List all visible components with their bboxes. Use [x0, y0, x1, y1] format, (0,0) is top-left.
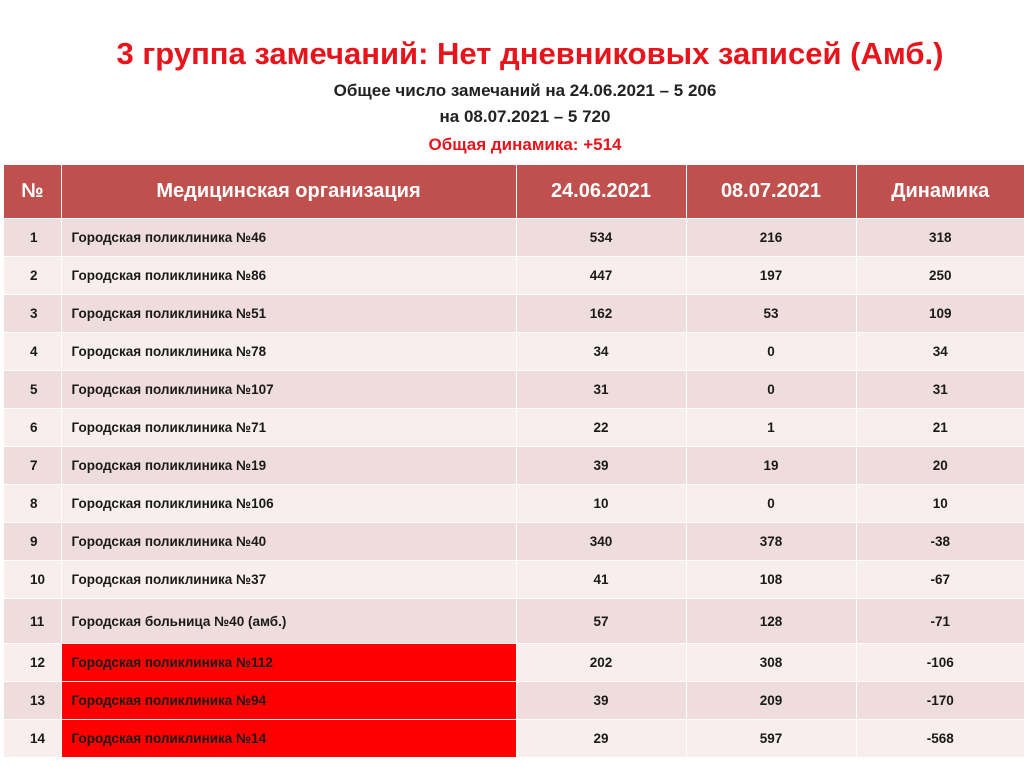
table-row: [4, 447, 1024, 485]
row-value-24-06: 57: [516, 599, 686, 644]
row-organization: Городская поликлиника №40: [61, 523, 516, 561]
table-row: [4, 371, 1024, 409]
row-organization: Городская поликлиника №19: [61, 447, 516, 485]
row-number: 13: [4, 682, 61, 720]
row-value-08-07: 53: [686, 295, 856, 333]
row-value-24-06: 29: [516, 720, 686, 758]
row-value-24-06: 22: [516, 409, 686, 447]
row-number: 5: [4, 371, 61, 409]
row-number: 3: [4, 295, 61, 333]
row-value-08-07: 378: [686, 523, 856, 561]
table-row-highlighted: [4, 720, 1024, 758]
row-value-08-07: 128: [686, 599, 856, 644]
header-organization: Медицинская организация: [61, 165, 516, 219]
row-value-08-07: 0: [686, 333, 856, 371]
row-value-24-06: 447: [516, 257, 686, 295]
header-date-08-07: 08.07.2021: [686, 165, 856, 219]
row-dynamics: -38: [856, 523, 1024, 561]
row-value-08-07: 1: [686, 409, 856, 447]
table-row: [4, 219, 1024, 257]
row-organization: Городская поликлиника №71: [61, 409, 516, 447]
table-row: [4, 485, 1024, 523]
row-value-24-06: 41: [516, 561, 686, 599]
row-value-08-07: 216: [686, 219, 856, 257]
row-value-24-06: 162: [516, 295, 686, 333]
row-dynamics: -170: [856, 682, 1024, 720]
row-number: 6: [4, 409, 61, 447]
row-value-24-06: 39: [516, 682, 686, 720]
table-row: [4, 599, 1024, 644]
row-organization: Городская поликлиника №78: [61, 333, 516, 371]
row-value-24-06: 534: [516, 219, 686, 257]
table-row: [4, 561, 1024, 599]
table-row: [4, 257, 1024, 295]
row-organization: Городская поликлиника №86: [61, 257, 516, 295]
row-dynamics: 318: [856, 219, 1024, 257]
slide-title: 3 группа замечаний: Нет дневниковых записей (Амб.): [116, 36, 944, 71]
row-value-08-07: 597: [686, 720, 856, 758]
row-number: 4: [4, 333, 61, 371]
row-value-24-06: 34: [516, 333, 686, 371]
row-dynamics: 109: [856, 295, 1024, 333]
row-dynamics: 20: [856, 447, 1024, 485]
row-value-08-07: 197: [686, 257, 856, 295]
subtitle-total-08-07: на 08.07.2021 – 5 720: [439, 107, 611, 126]
row-value-08-07: 308: [686, 644, 856, 682]
header-date-24-06: 24.06.2021: [516, 165, 686, 219]
header-dynamics: Динамика: [856, 165, 1024, 219]
row-value-08-07: 0: [686, 485, 856, 523]
row-value-24-06: 202: [516, 644, 686, 682]
row-organization: Городская поликлиника №37: [61, 561, 516, 599]
row-number: 12: [4, 644, 61, 682]
row-organization: Городская поликлиника №94: [61, 682, 516, 720]
table-row: [4, 295, 1024, 333]
row-dynamics: 31: [856, 371, 1024, 409]
row-organization: Городская поликлиника №46: [61, 219, 516, 257]
row-value-08-07: 0: [686, 371, 856, 409]
row-value-08-07: 19: [686, 447, 856, 485]
row-number: 1: [4, 219, 61, 257]
header-number: №: [4, 165, 61, 219]
table-header-row: [4, 165, 1024, 219]
row-organization: Городская поликлиника №112: [61, 644, 516, 682]
row-dynamics: 21: [856, 409, 1024, 447]
row-value-24-06: 340: [516, 523, 686, 561]
subtitle-total-24-06: Общее число замечаний на 24.06.2021 – 5 206: [333, 81, 717, 100]
row-organization: Городская поликлиника №106: [61, 485, 516, 523]
row-organization: Городская поликлиника №51: [61, 295, 516, 333]
table-row: [4, 333, 1024, 371]
row-value-24-06: 39: [516, 447, 686, 485]
row-number: 10: [4, 561, 61, 599]
row-dynamics: -568: [856, 720, 1024, 758]
row-number: 14: [4, 720, 61, 758]
row-dynamics: -67: [856, 561, 1024, 599]
row-number: 11: [4, 599, 61, 644]
table-row: [4, 409, 1024, 447]
row-dynamics: 250: [856, 257, 1024, 295]
table-row: [4, 523, 1024, 561]
row-organization: Городская поликлиника №14: [61, 720, 516, 758]
row-value-08-07: 108: [686, 561, 856, 599]
row-value-24-06: 31: [516, 371, 686, 409]
row-organization: Городская больница №40 (амб.): [61, 599, 516, 644]
row-value-08-07: 209: [686, 682, 856, 720]
row-dynamics: 34: [856, 333, 1024, 371]
row-number: 7: [4, 447, 61, 485]
table-row-highlighted: [4, 644, 1024, 682]
row-number: 9: [4, 523, 61, 561]
remarks-table: [4, 165, 1024, 757]
table-row-highlighted: [4, 682, 1024, 720]
row-number: 2: [4, 257, 61, 295]
row-value-24-06: 10: [516, 485, 686, 523]
row-number: 8: [4, 485, 61, 523]
row-dynamics: 10: [856, 485, 1024, 523]
row-dynamics: -106: [856, 644, 1024, 682]
row-organization: Городская поликлиника №107: [61, 371, 516, 409]
row-dynamics: -71: [856, 599, 1024, 644]
subtitle-dynamics: Общая динамика: +514: [428, 135, 622, 154]
